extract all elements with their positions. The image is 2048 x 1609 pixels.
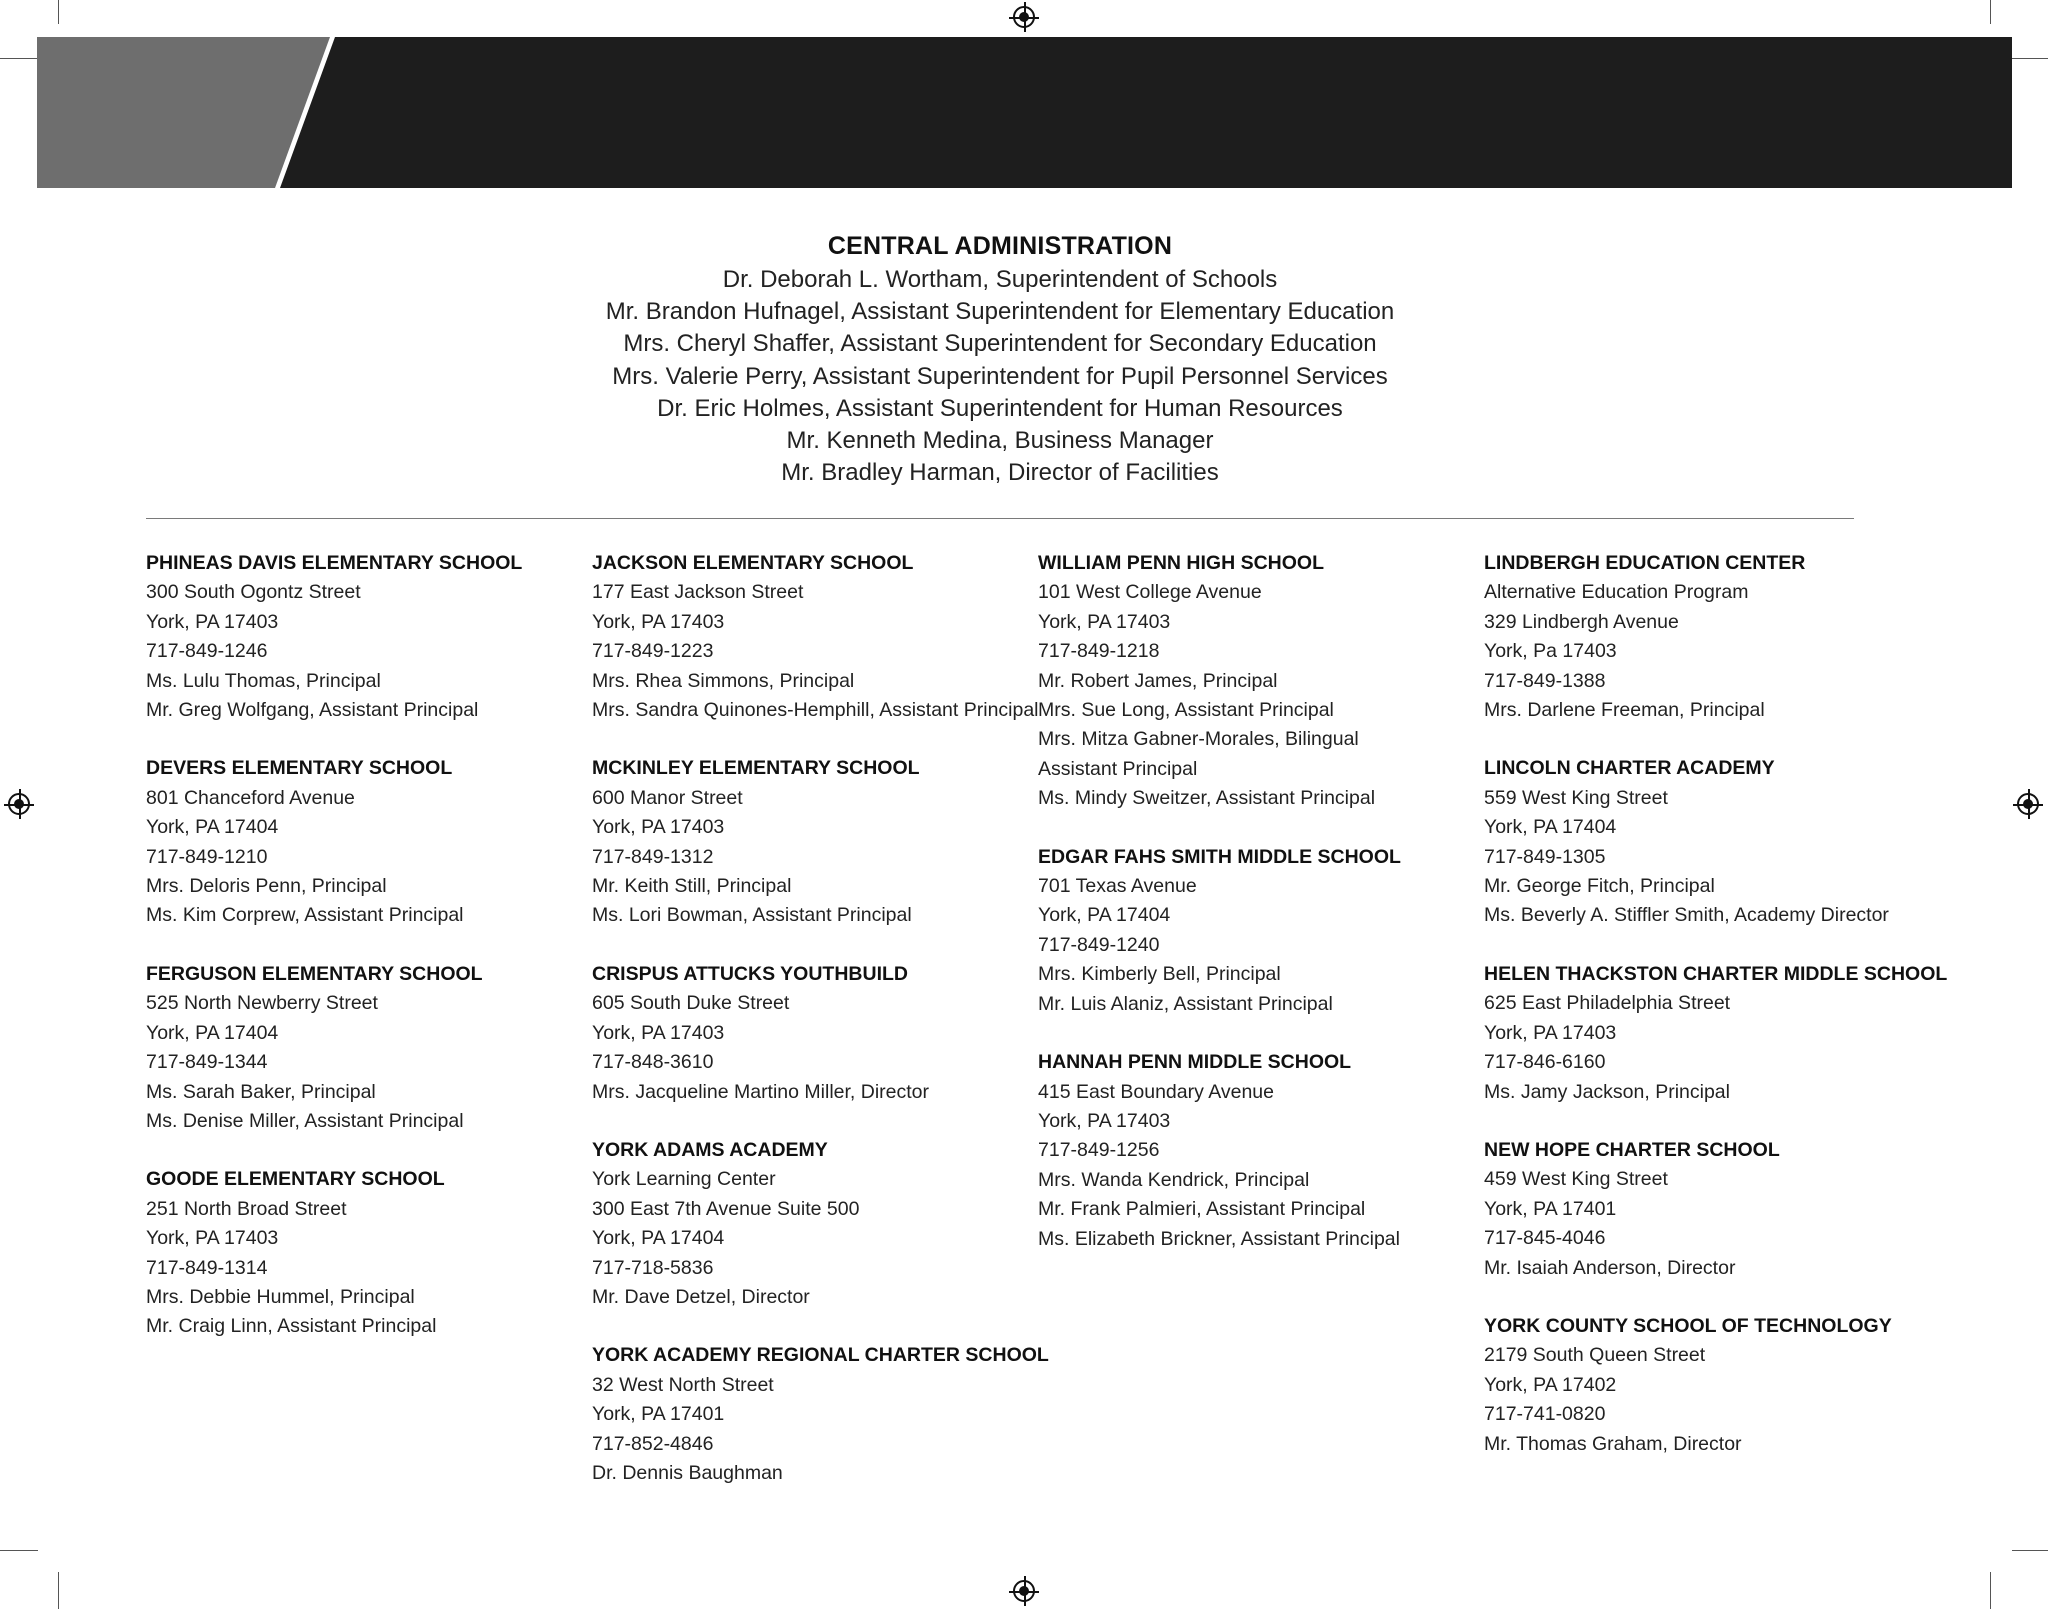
school-detail: 717-741-0820 bbox=[1484, 1403, 1606, 1426]
registration-mark-icon bbox=[1013, 1580, 1035, 1602]
registration-mark-icon bbox=[1013, 6, 1035, 28]
school-detail: York Learning Center bbox=[592, 1168, 776, 1191]
school-detail: 717-849-1246 bbox=[146, 640, 268, 663]
school-detail: Mrs. Rhea Simmons, Principal bbox=[592, 669, 855, 692]
school-detail: Mrs. Sandra Quinones-Hemphill, Assistant Principal bbox=[592, 699, 1039, 722]
school-detail: 717-845-4046 bbox=[1484, 1227, 1606, 1250]
school-detail: Mr. Luis Alaniz, Assistant Principal bbox=[1038, 992, 1333, 1015]
school-detail: 717-849-1314 bbox=[146, 1256, 268, 1279]
school-detail: 415 East Boundary Avenue bbox=[1038, 1080, 1274, 1103]
school-detail: Ms. Denise Miller, Assistant Principal bbox=[146, 1109, 464, 1132]
school-detail: 300 East 7th Avenue Suite 500 bbox=[592, 1197, 860, 1220]
school-detail: 559 West King Street bbox=[1484, 786, 1668, 809]
directory-column bbox=[1038, 549, 1468, 1283]
school-detail: Mrs. Jacqueline Martino Miller, Director bbox=[592, 1080, 930, 1103]
school-detail: York, PA 17403 bbox=[592, 816, 725, 839]
school-name: JACKSON ELEMENTARY SCHOOL bbox=[592, 552, 914, 574]
school-detail: 101 West College Avenue bbox=[1038, 581, 1262, 604]
school-entry bbox=[1484, 1312, 1914, 1459]
registration-mark-icon bbox=[2017, 793, 2039, 815]
school-detail: Mrs. Sue Long, Assistant Principal bbox=[1038, 699, 1334, 722]
school-detail: 329 Lindbergh Avenue bbox=[1484, 610, 1679, 633]
school-detail: York, PA 17404 bbox=[146, 816, 279, 839]
admin-line: Mrs. Cheryl Shaffer, Assistant Superintendent for Secondary Education bbox=[623, 330, 1377, 358]
school-detail: 625 East Philadelphia Street bbox=[1484, 992, 1731, 1015]
school-detail: Mr. Frank Palmieri, Assistant Principal bbox=[1038, 1198, 1366, 1221]
school-entry bbox=[146, 549, 576, 725]
school-name: LINDBERGH EDUCATION CENTER bbox=[1484, 552, 1806, 574]
school-detail: 701 Texas Avenue bbox=[1038, 875, 1197, 898]
school-detail: Mr. George Fitch, Principal bbox=[1484, 875, 1715, 898]
school-entry bbox=[1484, 549, 1914, 725]
school-name: YORK COUNTY SCHOOL OF TECHNOLOGY bbox=[1484, 1314, 1892, 1337]
school-detail: Ms. Elizabeth Brickner, Assistant Principal bbox=[1038, 1227, 1400, 1250]
school-detail: York, PA 17404 bbox=[1038, 904, 1171, 927]
school-detail: Mrs. Debbie Hummel, Principal bbox=[146, 1285, 415, 1308]
school-detail: Mr. Craig Linn, Assistant Principal bbox=[146, 1315, 437, 1338]
school-detail: Mr. Keith Still, Principal bbox=[592, 875, 792, 898]
school-detail: 717-848-3610 bbox=[592, 1051, 714, 1074]
header-banner bbox=[37, 37, 2012, 188]
school-detail: 717-718-5836 bbox=[592, 1256, 714, 1279]
school-name: EDGAR FAHS SMITH MIDDLE SCHOOL bbox=[1038, 845, 1401, 868]
central-administration bbox=[0, 228, 2000, 489]
school-detail: 32 West North Street bbox=[592, 1373, 774, 1396]
school-detail: 2179 South Queen Street bbox=[1484, 1344, 1706, 1367]
school-detail: Ms. Jamy Jackson, Principal bbox=[1484, 1080, 1730, 1103]
school-entry bbox=[1038, 843, 1468, 1019]
school-detail: 300 South Ogontz Street bbox=[146, 581, 361, 604]
registration-mark-icon bbox=[8, 793, 30, 815]
school-detail: York, PA 17404 bbox=[146, 1021, 279, 1044]
school-entry bbox=[1484, 960, 1948, 1107]
school-name: WILLIAM PENN HIGH SCHOOL bbox=[1038, 552, 1324, 574]
school-detail: York, PA 17404 bbox=[1484, 816, 1617, 839]
school-detail: York, PA 17401 bbox=[592, 1403, 725, 1426]
school-detail: York, PA 17402 bbox=[1484, 1373, 1617, 1396]
admin-line: Mr. Kenneth Medina, Business Manager bbox=[786, 427, 1214, 455]
school-detail: Mr. Robert James, Principal bbox=[1038, 669, 1278, 692]
school-name: DEVERS ELEMENTARY SCHOOL bbox=[146, 757, 453, 780]
school-detail: York, PA 17403 bbox=[592, 610, 725, 633]
school-detail: 251 North Broad Street bbox=[146, 1197, 347, 1220]
school-detail: York, PA 17403 bbox=[592, 1021, 725, 1044]
school-detail: Ms. Lori Bowman, Assistant Principal bbox=[592, 904, 912, 927]
school-entry bbox=[1038, 549, 1468, 814]
school-detail: 717-846-6160 bbox=[1484, 1051, 1606, 1074]
school-detail: 459 West King Street bbox=[1484, 1168, 1668, 1191]
school-entry bbox=[146, 960, 576, 1136]
school-name: YORK ACADEMY REGIONAL CHARTER SCHOOL bbox=[592, 1344, 1049, 1367]
school-detail: Ms. Lulu Thomas, Principal bbox=[146, 669, 381, 692]
school-detail: 717-849-1218 bbox=[1038, 640, 1160, 663]
crop-mark bbox=[1990, 1572, 1991, 1609]
directory-column bbox=[1484, 549, 1948, 1488]
school-detail: Mr. Dave Detzel, Director bbox=[592, 1285, 810, 1308]
divider bbox=[146, 518, 1854, 519]
school-name: PHINEAS DAVIS ELEMENTARY SCHOOL bbox=[146, 552, 523, 574]
school-detail: York, PA 17403 bbox=[146, 1227, 279, 1250]
school-detail: York, PA 17403 bbox=[1038, 1109, 1171, 1132]
school-detail: 605 South Duke Street bbox=[592, 992, 790, 1015]
school-detail: 177 East Jackson Street bbox=[592, 581, 804, 604]
school-entry bbox=[146, 754, 576, 930]
school-detail: York, PA 17403 bbox=[1038, 610, 1171, 633]
school-entry bbox=[1484, 1136, 1914, 1283]
school-detail: Mrs. Wanda Kendrick, Principal bbox=[1038, 1168, 1310, 1191]
crop-mark bbox=[0, 1550, 38, 1551]
school-entry bbox=[592, 1136, 1022, 1312]
school-entry bbox=[592, 549, 1039, 725]
school-name: MCKINLEY ELEMENTARY SCHOOL bbox=[592, 757, 920, 780]
directory-column bbox=[592, 549, 1049, 1517]
school-name: FERGUSON ELEMENTARY SCHOOL bbox=[146, 962, 483, 985]
school-entry bbox=[1038, 1048, 1468, 1254]
school-name: GOODE ELEMENTARY SCHOOL bbox=[146, 1168, 445, 1191]
school-detail: York, PA 17403 bbox=[1484, 1021, 1617, 1044]
school-entry bbox=[592, 960, 1022, 1107]
school-name: HELEN THACKSTON CHARTER MIDDLE SCHOOL bbox=[1484, 962, 1948, 985]
school-detail: 717-852-4846 bbox=[592, 1432, 714, 1455]
admin-line: Dr. Deborah L. Wortham, Superintendent of Schools bbox=[722, 266, 1278, 293]
school-detail: 717-849-1223 bbox=[592, 640, 714, 663]
central-administration-title: CENTRAL ADMINISTRATION bbox=[827, 232, 1173, 260]
school-detail: York, PA 17403 bbox=[146, 610, 279, 633]
crop-mark bbox=[58, 0, 59, 24]
school-name: YORK ADAMS ACADEMY bbox=[592, 1138, 828, 1161]
school-detail: 717-849-1388 bbox=[1484, 669, 1606, 692]
school-detail: 717-849-1312 bbox=[592, 845, 714, 868]
school-entry bbox=[592, 754, 1022, 930]
crop-mark bbox=[0, 58, 38, 59]
school-entry bbox=[146, 1165, 576, 1341]
school-detail: 717-849-1256 bbox=[1038, 1139, 1160, 1162]
school-detail: York, Pa 17403 bbox=[1484, 640, 1617, 663]
school-detail: York, PA 17401 bbox=[1484, 1197, 1617, 1220]
school-detail: 717-849-1210 bbox=[146, 845, 268, 868]
school-detail: 717-849-1240 bbox=[1038, 933, 1160, 956]
admin-line: Mrs. Valerie Perry, Assistant Superintendent for Pupil Personnel Services bbox=[612, 362, 1388, 390]
crop-mark bbox=[58, 1572, 59, 1609]
school-detail: Alternative Education Program bbox=[1484, 581, 1749, 604]
school-detail: 525 North Newberry Street bbox=[146, 992, 378, 1015]
school-name: NEW HOPE CHARTER SCHOOL bbox=[1484, 1138, 1780, 1161]
admin-line: Mr. Bradley Harman, Director of Facilities bbox=[781, 459, 1219, 487]
school-detail: Ms. Sarah Baker, Principal bbox=[146, 1080, 376, 1103]
school-detail: Dr. Dennis Baughman bbox=[592, 1461, 783, 1484]
school-detail: Mrs. Kimberly Bell, Principal bbox=[1038, 963, 1281, 986]
school-detail: Mrs. Darlene Freeman, Principal bbox=[1484, 699, 1765, 722]
school-detail: Assistant Principal bbox=[1038, 757, 1198, 780]
school-detail: Mrs. Mitza Gabner-Morales, Bilingual bbox=[1038, 728, 1359, 751]
school-detail: Ms. Beverly A. Stiffler Smith, Academy Director bbox=[1484, 904, 1889, 927]
school-detail: Ms. Kim Corprew, Assistant Principal bbox=[146, 904, 464, 927]
school-detail: 717-849-1305 bbox=[1484, 845, 1606, 868]
admin-line: Dr. Eric Holmes, Assistant Superintendent for Human Resources bbox=[657, 394, 1343, 422]
school-detail: Mr. Isaiah Anderson, Director bbox=[1484, 1256, 1736, 1279]
crop-mark bbox=[1990, 0, 1991, 24]
school-detail: 600 Manor Street bbox=[592, 786, 743, 809]
admin-line: Mr. Brandon Hufnagel, Assistant Superintendent for Elementary Education bbox=[605, 298, 1395, 326]
school-name: HANNAH PENN MIDDLE SCHOOL bbox=[1038, 1051, 1352, 1074]
school-detail: 801 Chanceford Avenue bbox=[146, 786, 355, 809]
school-detail: Mr. Thomas Graham, Director bbox=[1484, 1432, 1742, 1455]
school-detail: York, PA 17404 bbox=[592, 1227, 725, 1250]
school-detail: Ms. Mindy Sweitzer, Assistant Principal bbox=[1038, 787, 1376, 810]
school-detail: Mrs. Deloris Penn, Principal bbox=[146, 875, 387, 898]
school-entry bbox=[1484, 754, 1914, 930]
school-name: CRISPUS ATTUCKS YOUTHBUILD bbox=[592, 962, 908, 985]
crop-mark bbox=[2012, 58, 2048, 59]
directory-column bbox=[146, 549, 576, 1371]
crop-mark bbox=[2012, 1550, 2048, 1551]
school-detail: 717-849-1344 bbox=[146, 1051, 268, 1074]
school-detail: Mr. Greg Wolfgang, Assistant Principal bbox=[146, 699, 479, 722]
school-entry bbox=[592, 1341, 1049, 1488]
school-name: LINCOLN CHARTER ACADEMY bbox=[1484, 757, 1775, 780]
